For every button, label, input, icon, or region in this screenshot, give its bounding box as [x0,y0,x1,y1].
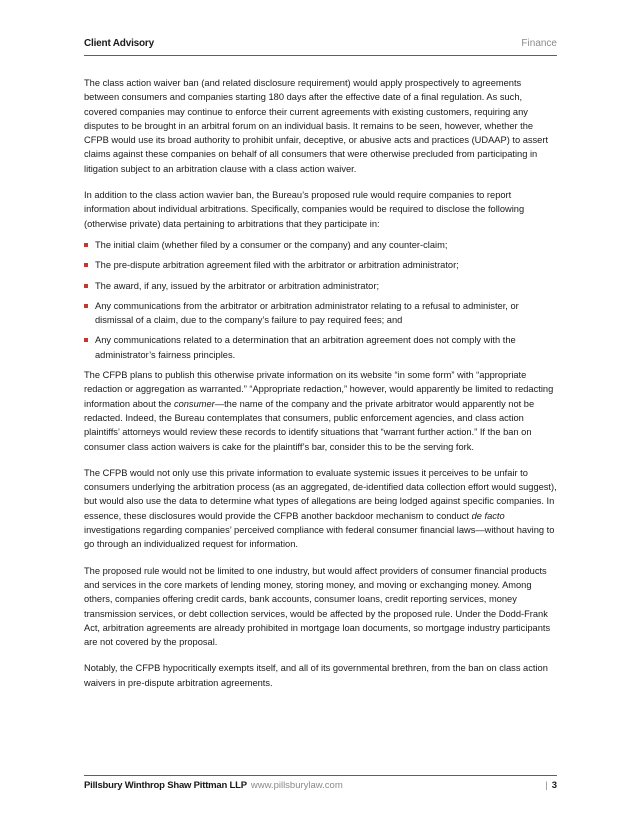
document-body [84,76,557,702]
list-item-text: The initial claim (whether filed by a consumer or the company) and any counter-claim; [95,239,448,250]
emphasis-de-facto: de facto [471,510,505,521]
bullet-icon [84,243,88,247]
bullet-icon [84,338,88,342]
header-divider [84,55,557,56]
paragraph-5: The proposed rule would not be limited to one industry, but would affect providers of consumer financial products and services in the core markets of lending money, storing money, and moving or exchanging money. Among others, companies offering credit cards, bank accounts, consumer loans, credit reporting services, money transmission services, or debt collection services, would be affected by the proposed rule. Under the Dodd-Frank Act, arbitration agreements are already prohibited in mortgage loan documents, so mortgage industry participants are not covered by the proposal. [84,565,551,648]
bullet-icon [84,263,88,267]
list-item-text: The pre-dispute arbitration agreement filed with the arbitrator or arbitration administrator; [95,260,459,271]
paragraph-3 [84,368,557,454]
footer-divider [84,775,557,776]
list-item-text: The award, if any, issued by the arbitrator or arbitration administrator; [95,280,380,291]
paragraph-3-text-b: —the name of the company and the private arbitrator would apparently not be redacted. Indeed, the Bureau contemplates that consumers, public enforcement agencies, and class action plaintiffs’ attorneys would review these records to identify situations that “warrant further action.” If the ban on consumer class action waivers is cake for the plaintiff’s bar, consider this to be the serving fork. [84,398,535,452]
page-header [84,38,557,52]
emphasis-consumer: consumer [173,398,215,409]
section-label: Finance [521,38,557,49]
website-link[interactable]: www.pillsburylaw.com [250,780,343,791]
page-number-box [545,780,557,791]
paragraph-3-text-a: The CFPB plans to publish this otherwise private information on its website “in some form” with “appropriate redaction or aggregation as warranted.” “Appropriate redaction,” however, would apparently be limited to redacting information about the [84,370,554,409]
paragraph-4 [84,466,557,552]
paragraph-6: Notably, the CFPB hypocritically exempts itself, and all of its governmental brethren, from the ban on class action waivers in pre-dispute arbitration agreements. [84,663,548,688]
firm-name: Pillsbury Winthrop Shaw Pittman LLP [84,780,247,791]
list-item [84,238,557,252]
list-item [84,333,557,362]
page-number: 3 [551,780,557,791]
paragraph-4-text-a: The CFPB would not only use this private information to evaluate systemic issues it perceives to be unfair to consumers underlying the arbitration process (as an aggregated, de-identified data collection effort would suggest), but would also use the data to determine what types of allegations are being lodged against specific companies. In essence, these disclosures would provide the CFPB another backdoor mechanism to conduct [84,467,557,521]
list-item [84,258,557,272]
list-item-text: Any communications related to a determination that an arbitration agreement does not comply with the administrator’s fairness principles. [95,335,516,360]
paragraph-1: The class action waiver ban (and related disclosure requirement) would apply prospectively to agreements between consumers and companies starting 180 days after the effective date of a final regulation. As such, covered companies may continue to enforce their current agreements with existing customers, requiring any disputes to be brought in an arbitral forum on an individual basis. It remains to be seen, however, whether the CFPB would use its broad authority to prohibit unfair, deceptive, or abusive acts and practices (UDAAP) to assert claims against these companies on behalf of all consumers that were otherwise precluded from participating in litigation subject to an arbitration clause with a class action waiver. [84,78,549,174]
paragraph-4-text-b: investigations regarding companies’ perceived compliance with federal consumer financial laws—without having to go through an individualized request for information. [84,525,555,550]
bullet-icon [84,304,88,308]
paragraph-2: In addition to the class action wavier ban, the Bureau’s proposed rule would require companies to report information about individual arbitrations. Specifically, companies would be required to disclose the following (otherwise private) data pertaining to arbitrations that they participate in: [84,190,525,229]
document-type-label: Client Advisory [84,38,154,49]
page-separator: | [545,780,548,791]
bullet-icon [84,284,88,288]
page-footer [84,780,557,794]
disclosure-list [84,238,557,362]
list-item [84,299,557,328]
list-item-text: Any communications from the arbitrator or arbitration administrator relating to a refusal to administer, or dismissal of a claim, due to the company’s failure to pay required fees; and [95,300,519,326]
list-item [84,279,557,293]
